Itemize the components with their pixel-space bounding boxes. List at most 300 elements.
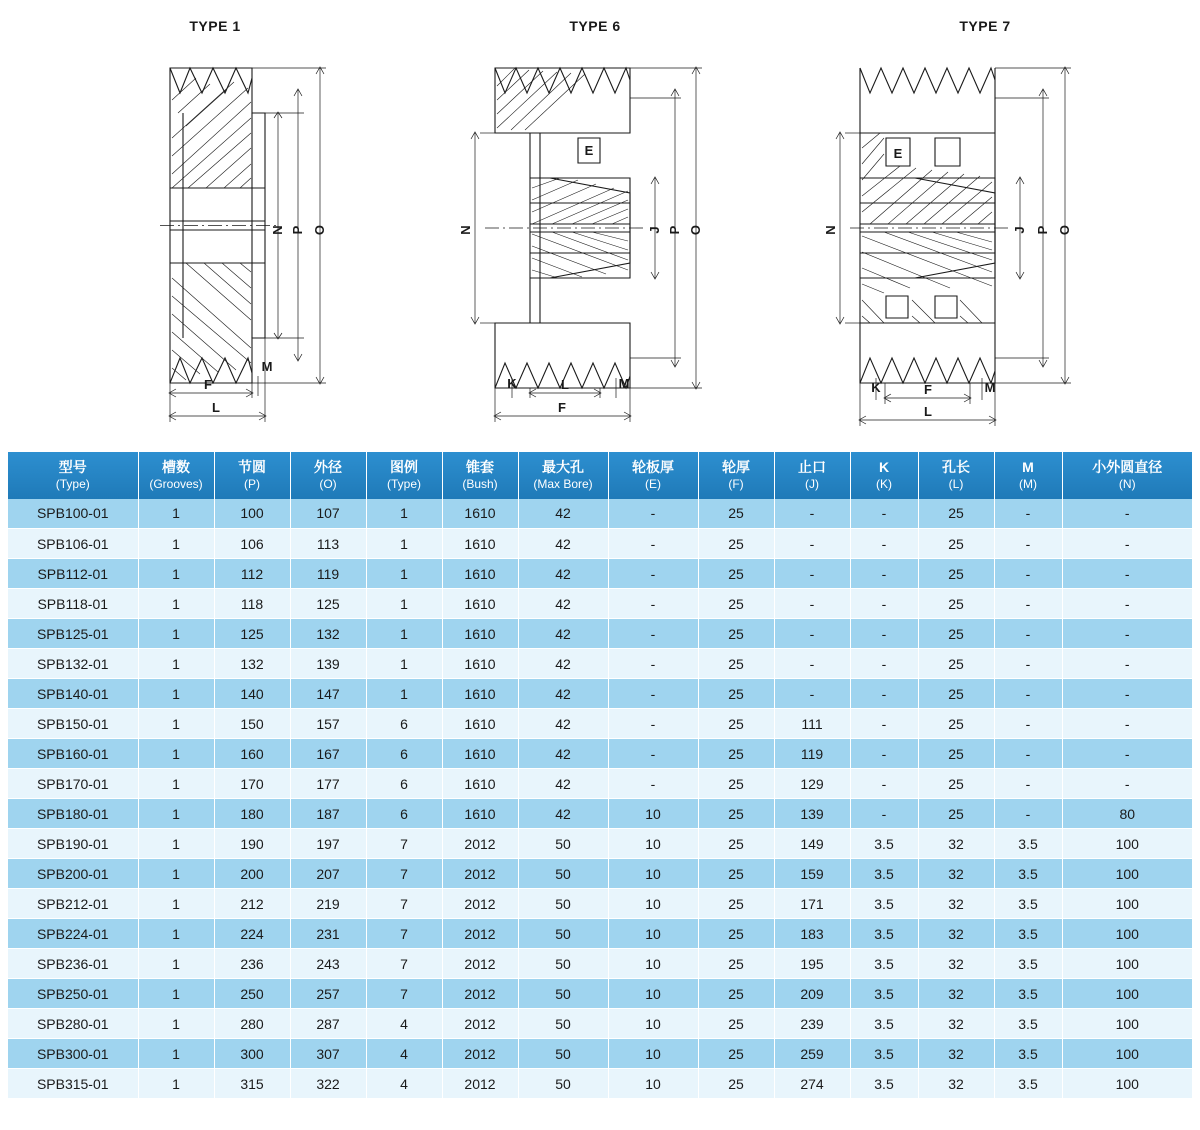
header-sub: (P) — [244, 476, 260, 491]
cell-model: SPB190-01 — [8, 829, 138, 859]
svg-text:P: P — [1035, 225, 1050, 235]
cell-10: 3.5 — [850, 1039, 918, 1069]
cell-13: 100 — [1062, 949, 1192, 979]
cell-model: SPB106-01 — [8, 529, 138, 559]
cell-12: 3.5 — [994, 829, 1062, 859]
cell-10: - — [850, 559, 918, 589]
diagram-row — [0, 0, 1200, 440]
cell-9: 209 — [774, 979, 850, 1009]
cell-7: 10 — [608, 979, 698, 1009]
cell-1: 1 — [138, 949, 214, 979]
cell-5: 2012 — [442, 859, 518, 889]
cell-4: 6 — [366, 709, 442, 739]
table-row[interactable] — [8, 769, 1192, 799]
cell-8: 25 — [698, 679, 774, 709]
cell-9: 195 — [774, 949, 850, 979]
cell-4: 1 — [366, 559, 442, 589]
pulley-drawing-type-6 — [400, 38, 790, 428]
cell-model: SPB236-01 — [8, 949, 138, 979]
table-row[interactable] — [8, 619, 1192, 649]
header-main: 小外圆直径 — [1092, 459, 1163, 475]
cell-5: 2012 — [442, 919, 518, 949]
cell-3: 219 — [290, 889, 366, 919]
cell-9: 274 — [774, 1069, 850, 1099]
table-row[interactable] — [8, 979, 1192, 1009]
cell-9: 171 — [774, 889, 850, 919]
cell-12: - — [994, 649, 1062, 679]
cell-3: 113 — [290, 529, 366, 559]
cell-6: 50 — [518, 949, 608, 979]
svg-text:J: J — [647, 226, 662, 234]
cell-3: 307 — [290, 1039, 366, 1069]
header-main: 锥套 — [466, 459, 494, 475]
cell-model: SPB212-01 — [8, 889, 138, 919]
cell-model: SPB125-01 — [8, 619, 138, 649]
cell-9: 159 — [774, 859, 850, 889]
cell-2: 300 — [214, 1039, 290, 1069]
cell-9: 139 — [774, 799, 850, 829]
cell-9: 111 — [774, 709, 850, 739]
header-main: 最大孔 — [542, 459, 584, 475]
svg-text:F: F — [204, 377, 212, 392]
cell-13: - — [1062, 619, 1192, 649]
cell-11: 25 — [918, 799, 994, 829]
diagram-title: TYPE 1 — [189, 18, 241, 34]
cell-model: SPB180-01 — [8, 799, 138, 829]
cell-11: 32 — [918, 1009, 994, 1039]
cell-7: 10 — [608, 889, 698, 919]
cell-9: 259 — [774, 1039, 850, 1069]
header-main: 图例 — [390, 459, 418, 475]
cell-model: SPB250-01 — [8, 979, 138, 1009]
cell-7: - — [608, 619, 698, 649]
svg-text:L: L — [561, 377, 569, 392]
cell-12: 3.5 — [994, 1039, 1062, 1069]
cell-10: 3.5 — [850, 919, 918, 949]
cell-13: 100 — [1062, 1039, 1192, 1069]
cell-11: 25 — [918, 649, 994, 679]
cell-9: - — [774, 679, 850, 709]
header-main: 轮厚 — [722, 459, 750, 475]
table-row[interactable] — [8, 799, 1192, 829]
svg-text:K: K — [871, 380, 881, 395]
cell-model: SPB170-01 — [8, 769, 138, 799]
cell-2: 106 — [214, 529, 290, 559]
cell-4: 7 — [366, 889, 442, 919]
cell-9: 129 — [774, 769, 850, 799]
cell-1: 1 — [138, 709, 214, 739]
svg-text:L: L — [924, 404, 932, 419]
cell-12: 3.5 — [994, 859, 1062, 889]
cell-12: - — [994, 619, 1062, 649]
header-sub: (L) — [948, 476, 964, 491]
svg-text:K: K — [507, 376, 517, 391]
cell-3: 257 — [290, 979, 366, 1009]
cell-6: 50 — [518, 1009, 608, 1039]
cell-5: 1610 — [442, 799, 518, 829]
cell-8: 25 — [698, 889, 774, 919]
table-header-cell-1 — [138, 452, 214, 499]
table-row[interactable] — [8, 889, 1192, 919]
cell-7: 10 — [608, 1039, 698, 1069]
svg-text:M: M — [984, 380, 996, 395]
cell-4: 7 — [366, 829, 442, 859]
cell-11: 32 — [918, 1039, 994, 1069]
cell-3: 119 — [290, 559, 366, 589]
cell-8: 25 — [698, 649, 774, 679]
cell-6: 42 — [518, 529, 608, 559]
cell-13: 100 — [1062, 979, 1192, 1009]
cell-2: 190 — [214, 829, 290, 859]
cell-11: 25 — [918, 559, 994, 589]
cell-9: 119 — [774, 739, 850, 769]
cell-13: - — [1062, 529, 1192, 559]
svg-text:J: J — [1012, 226, 1027, 234]
cell-model: SPB160-01 — [8, 739, 138, 769]
table-header-cell-13 — [1062, 452, 1192, 499]
table-body — [8, 499, 1192, 1099]
cell-11: 32 — [918, 1069, 994, 1099]
cell-13: 100 — [1062, 889, 1192, 919]
cell-9: - — [774, 589, 850, 619]
cell-1: 1 — [138, 919, 214, 949]
cell-7: - — [608, 679, 698, 709]
header-main: 型号 — [58, 459, 87, 475]
svg-text:N: N — [270, 225, 285, 235]
cell-10: - — [850, 739, 918, 769]
cell-8: 25 — [698, 799, 774, 829]
table-row[interactable] — [8, 1069, 1192, 1099]
cell-12: - — [994, 529, 1062, 559]
cell-7: - — [608, 559, 698, 589]
cell-7: 10 — [608, 859, 698, 889]
cell-6: 42 — [518, 589, 608, 619]
cell-6: 50 — [518, 979, 608, 1009]
pulley-drawing-type-7 — [790, 38, 1180, 428]
cell-model: SPB150-01 — [8, 709, 138, 739]
cell-model: SPB315-01 — [8, 1069, 138, 1099]
svg-text:O: O — [312, 224, 327, 236]
cell-12: - — [994, 769, 1062, 799]
cell-4: 4 — [366, 1009, 442, 1039]
cell-9: - — [774, 499, 850, 529]
cell-model: SPB112-01 — [8, 559, 138, 589]
cell-2: 170 — [214, 769, 290, 799]
cell-10: - — [850, 679, 918, 709]
cell-2: 160 — [214, 739, 290, 769]
cell-7: 10 — [608, 1069, 698, 1099]
cell-8: 25 — [698, 709, 774, 739]
cell-1: 1 — [138, 499, 214, 529]
cell-10: - — [850, 799, 918, 829]
cell-13: 100 — [1062, 919, 1192, 949]
cell-13: - — [1062, 589, 1192, 619]
cell-5: 1610 — [442, 739, 518, 769]
cell-6: 42 — [518, 769, 608, 799]
cell-model: SPB100-01 — [8, 499, 138, 529]
cell-12: 3.5 — [994, 919, 1062, 949]
cell-12: 3.5 — [994, 979, 1062, 1009]
table-header-cell-2 — [214, 452, 290, 499]
pulley-drawing-type-1 — [20, 38, 410, 428]
header-sub: (J) — [805, 476, 819, 491]
cell-13: - — [1062, 769, 1192, 799]
table-row[interactable] — [8, 919, 1192, 949]
svg-text:N: N — [458, 225, 473, 235]
cell-12: - — [994, 679, 1062, 709]
cell-7: 10 — [608, 799, 698, 829]
cell-7: - — [608, 709, 698, 739]
cell-13: - — [1062, 499, 1192, 529]
cell-7: 10 — [608, 1009, 698, 1039]
cell-model: SPB132-01 — [8, 649, 138, 679]
svg-text:N: N — [823, 225, 838, 235]
header-main: 外径 — [314, 459, 342, 475]
cell-5: 2012 — [442, 949, 518, 979]
cell-6: 50 — [518, 919, 608, 949]
table-row[interactable] — [8, 679, 1192, 709]
table-row[interactable] — [8, 559, 1192, 589]
table-header-row — [8, 452, 1192, 499]
cell-9: - — [774, 559, 850, 589]
table-row[interactable] — [8, 1009, 1192, 1039]
diagram-title: TYPE 7 — [959, 18, 1011, 34]
table-row[interactable] — [8, 649, 1192, 679]
cell-12: 3.5 — [994, 949, 1062, 979]
cell-5: 2012 — [442, 979, 518, 1009]
cell-3: 243 — [290, 949, 366, 979]
header-sub: (Max Bore) — [533, 476, 593, 491]
cell-4: 6 — [366, 739, 442, 769]
cell-2: 280 — [214, 1009, 290, 1039]
cell-5: 1610 — [442, 709, 518, 739]
cell-7: - — [608, 649, 698, 679]
cell-8: 25 — [698, 859, 774, 889]
cell-4: 7 — [366, 949, 442, 979]
cell-6: 42 — [518, 709, 608, 739]
header-sub: (Bush) — [462, 476, 498, 491]
cell-12: - — [994, 499, 1062, 529]
cell-3: 147 — [290, 679, 366, 709]
cell-12: - — [994, 559, 1062, 589]
cell-5: 2012 — [442, 1069, 518, 1099]
cell-10: 3.5 — [850, 949, 918, 979]
cell-4: 7 — [366, 979, 442, 1009]
table-header-cell-10 — [850, 452, 918, 499]
table-row[interactable] — [8, 739, 1192, 769]
cell-3: 177 — [290, 769, 366, 799]
cell-7: - — [608, 529, 698, 559]
cell-8: 25 — [698, 559, 774, 589]
cell-5: 1610 — [442, 649, 518, 679]
table-header-cell-3 — [290, 452, 366, 499]
table-row[interactable] — [8, 949, 1192, 979]
cell-5: 2012 — [442, 1039, 518, 1069]
svg-text:O: O — [688, 224, 703, 236]
table-header-cell-5 — [442, 452, 518, 499]
cell-11: 25 — [918, 619, 994, 649]
table-row[interactable] — [8, 1039, 1192, 1069]
cell-11: 25 — [918, 709, 994, 739]
cell-model: SPB224-01 — [8, 919, 138, 949]
cell-8: 25 — [698, 1009, 774, 1039]
cell-11: 32 — [918, 979, 994, 1009]
header-main: 孔长 — [942, 459, 970, 475]
cell-6: 42 — [518, 559, 608, 589]
specification-table — [8, 452, 1192, 1099]
cell-8: 25 — [698, 1069, 774, 1099]
cell-1: 1 — [138, 1009, 214, 1039]
diagram-type-1 — [20, 0, 410, 435]
cell-7: 10 — [608, 949, 698, 979]
cell-11: 25 — [918, 679, 994, 709]
cell-4: 6 — [366, 799, 442, 829]
svg-text:P: P — [290, 225, 305, 235]
cell-model: SPB280-01 — [8, 1009, 138, 1039]
cell-6: 42 — [518, 739, 608, 769]
cell-10: 3.5 — [850, 829, 918, 859]
cell-1: 1 — [138, 679, 214, 709]
header-main: K — [878, 459, 890, 475]
specification-table-wrap — [8, 452, 1192, 1099]
cell-10: 3.5 — [850, 979, 918, 1009]
cell-7: - — [608, 499, 698, 529]
table-row[interactable] — [8, 529, 1192, 559]
cell-10: 3.5 — [850, 1069, 918, 1099]
cell-13: - — [1062, 559, 1192, 589]
cell-11: 32 — [918, 829, 994, 859]
svg-text:F: F — [558, 400, 566, 415]
header-sub: (M) — [1019, 476, 1037, 491]
header-sub: (K) — [876, 476, 892, 491]
cell-8: 25 — [698, 739, 774, 769]
cell-4: 7 — [366, 919, 442, 949]
cell-3: 197 — [290, 829, 366, 859]
cell-1: 1 — [138, 559, 214, 589]
cell-3: 167 — [290, 739, 366, 769]
cell-11: 32 — [918, 859, 994, 889]
cell-8: 25 — [698, 949, 774, 979]
cell-11: 32 — [918, 919, 994, 949]
svg-text:L: L — [212, 400, 220, 415]
cell-6: 42 — [518, 799, 608, 829]
table-header-cell-6 — [518, 452, 608, 499]
cell-6: 50 — [518, 859, 608, 889]
cell-4: 6 — [366, 769, 442, 799]
diagram-title: TYPE 6 — [569, 18, 621, 34]
cell-8: 25 — [698, 829, 774, 859]
cell-6: 50 — [518, 889, 608, 919]
cell-5: 1610 — [442, 589, 518, 619]
cell-3: 231 — [290, 919, 366, 949]
cell-5: 1610 — [442, 559, 518, 589]
cell-1: 1 — [138, 529, 214, 559]
table-row[interactable] — [8, 829, 1192, 859]
header-sub: (Type) — [55, 476, 90, 491]
header-main: 节圆 — [238, 459, 266, 475]
cell-13: - — [1062, 709, 1192, 739]
cell-1: 1 — [138, 979, 214, 1009]
cell-10: - — [850, 499, 918, 529]
cell-1: 1 — [138, 589, 214, 619]
cell-4: 4 — [366, 1069, 442, 1099]
cell-10: - — [850, 709, 918, 739]
cell-6: 42 — [518, 649, 608, 679]
cell-10: - — [850, 529, 918, 559]
cell-12: - — [994, 739, 1062, 769]
cell-1: 1 — [138, 1039, 214, 1069]
diagram-type-7 — [790, 0, 1180, 435]
cell-2: 315 — [214, 1069, 290, 1099]
cell-model: SPB140-01 — [8, 679, 138, 709]
cell-13: 100 — [1062, 859, 1192, 889]
cell-2: 112 — [214, 559, 290, 589]
cell-8: 25 — [698, 769, 774, 799]
cell-9: - — [774, 619, 850, 649]
cell-12: 3.5 — [994, 1069, 1062, 1099]
cell-5: 2012 — [442, 889, 518, 919]
cell-13: - — [1062, 679, 1192, 709]
svg-text:E: E — [584, 143, 594, 158]
header-sub: (Type) — [386, 476, 421, 491]
table-header-cell-12 — [994, 452, 1062, 499]
cell-2: 140 — [214, 679, 290, 709]
cell-13: 80 — [1062, 799, 1192, 829]
header-main: 槽数 — [162, 459, 190, 475]
cell-10: 3.5 — [850, 859, 918, 889]
cell-12: - — [994, 799, 1062, 829]
cell-2: 236 — [214, 949, 290, 979]
cell-6: 50 — [518, 829, 608, 859]
table-row[interactable] — [8, 589, 1192, 619]
cell-5: 2012 — [442, 829, 518, 859]
cell-4: 4 — [366, 1039, 442, 1069]
cell-3: 107 — [290, 499, 366, 529]
header-main: 轮板厚 — [632, 459, 674, 475]
header-sub: (N) — [1118, 476, 1136, 491]
cell-8: 25 — [698, 499, 774, 529]
cell-6: 42 — [518, 619, 608, 649]
cell-10: - — [850, 619, 918, 649]
cell-11: 25 — [918, 499, 994, 529]
svg-text:F: F — [924, 382, 932, 397]
cell-11: 25 — [918, 769, 994, 799]
cell-11: 25 — [918, 529, 994, 559]
cell-3: 322 — [290, 1069, 366, 1099]
cell-9: 183 — [774, 919, 850, 949]
cell-5: 1610 — [442, 679, 518, 709]
cell-6: 42 — [518, 499, 608, 529]
header-sub: (E) — [645, 476, 661, 491]
diagram-type-6 — [400, 0, 790, 435]
cell-6: 50 — [518, 1039, 608, 1069]
cell-13: - — [1062, 739, 1192, 769]
svg-text:P: P — [667, 225, 682, 235]
cell-1: 1 — [138, 619, 214, 649]
cell-7: - — [608, 739, 698, 769]
table-row[interactable] — [8, 499, 1192, 529]
table-row[interactable] — [8, 709, 1192, 739]
table-row[interactable] — [8, 859, 1192, 889]
cell-5: 1610 — [442, 619, 518, 649]
cell-9: - — [774, 529, 850, 559]
cell-3: 157 — [290, 709, 366, 739]
cell-7: 10 — [608, 919, 698, 949]
header-main: 止口 — [798, 459, 826, 475]
cell-4: 1 — [366, 649, 442, 679]
cell-4: 1 — [366, 679, 442, 709]
cell-8: 25 — [698, 919, 774, 949]
